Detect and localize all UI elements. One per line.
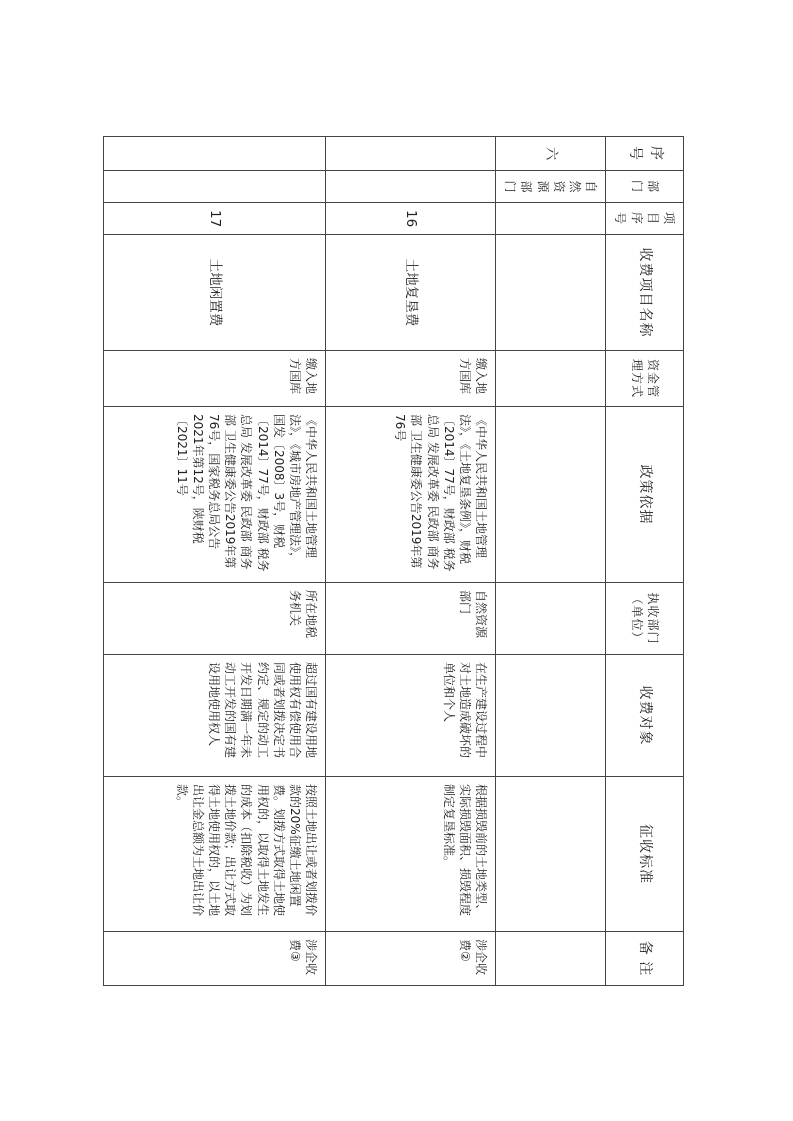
empty-cell [326,171,496,203]
row-item-name: 土地闲置费 [104,235,326,351]
empty-cell [496,235,606,351]
row-item-name: 土地复垦费 [326,235,496,351]
row-collect-dept: 自然资源部门 [326,583,496,655]
header-seq: 序号 [606,137,684,171]
row-item-seq: 16 [326,203,496,235]
fee-table [103,136,684,986]
row-fund-mgmt: 缴入地方国库 [326,351,496,407]
header-fund-mgmt: 资金管理方式 [606,351,684,407]
empty-cell [496,932,606,986]
header-item-name: 收费项目名称 [606,235,684,351]
group-seq: 六 [496,137,606,171]
empty-cell [104,137,326,171]
group-row [496,137,606,986]
empty-cell [496,583,606,655]
row-fund-mgmt: 缴入地方国库 [104,351,326,407]
row-target: 超过国有建设用地使用权有偿使用合同或者划拨决定书约定、规定的动工开发日期满一年未动工开发的国有建设用地使用权人 [104,655,326,777]
row-remark: 涉企收费② [326,932,496,986]
header-target: 收费对象 [606,655,684,777]
header-policy: 政策依据 [606,407,684,583]
empty-cell [496,407,606,583]
table-row [104,137,326,986]
row-collect-dept: 所在地税务机关 [104,583,326,655]
header-dept: 部门 [606,171,684,203]
row-item-seq: 17 [104,203,326,235]
header-collect-dept: 执收部门（单位） [606,583,684,655]
empty-cell [496,655,606,777]
empty-cell [496,203,606,235]
header-remark: 备 注 [606,932,684,986]
empty-cell [496,777,606,932]
header-row [606,137,684,986]
row-policy: 《中华人民共和国土地管理法》，《城市房地产管理法》，国发〔2008〕3号，财税〔2014〕77号，财政部 税务总局 发展改革委 民政部 商务部 卫生健康委公告2019年第76号，国家税务总局公告2021年第12号，陕财税〔2021〕11号 [104,407,326,583]
row-target: 在生产建设过程中对土地造成破坏的单位和个人 [326,655,496,777]
row-policy: 《中华人民共和国土地管理法》，《土地复垦条例》，财税〔2014〕77号，财政部 税务总局 发展改革委 民政部 商务部 卫生健康委公告2019年第76号 [326,407,496,583]
header-item-seq: 项目序号 [606,203,684,235]
empty-cell [326,137,496,171]
row-standard: 按照土地出让或者划拨价款的20%征缴土地闲置费。划拨方式取得土地使用权的，以取得土地发生的成本（扣除税收）为划拨土地价款；出让方式取得土地使用权的，以土地出让金总额为土地出让价款。 [104,777,326,932]
empty-cell [496,351,606,407]
empty-cell [104,171,326,203]
group-dept: 自然资源部门 [496,171,606,203]
header-standard: 征收标准 [606,777,684,932]
table-row [326,137,496,986]
row-remark: 涉企收费③ [104,932,326,986]
fee-table-rotated [103,136,684,985]
row-standard: 根据损毁前的土地类型、实际损毁面积、损毁程度制定复垦标准。 [326,777,496,932]
fee-table-frame [103,136,684,985]
